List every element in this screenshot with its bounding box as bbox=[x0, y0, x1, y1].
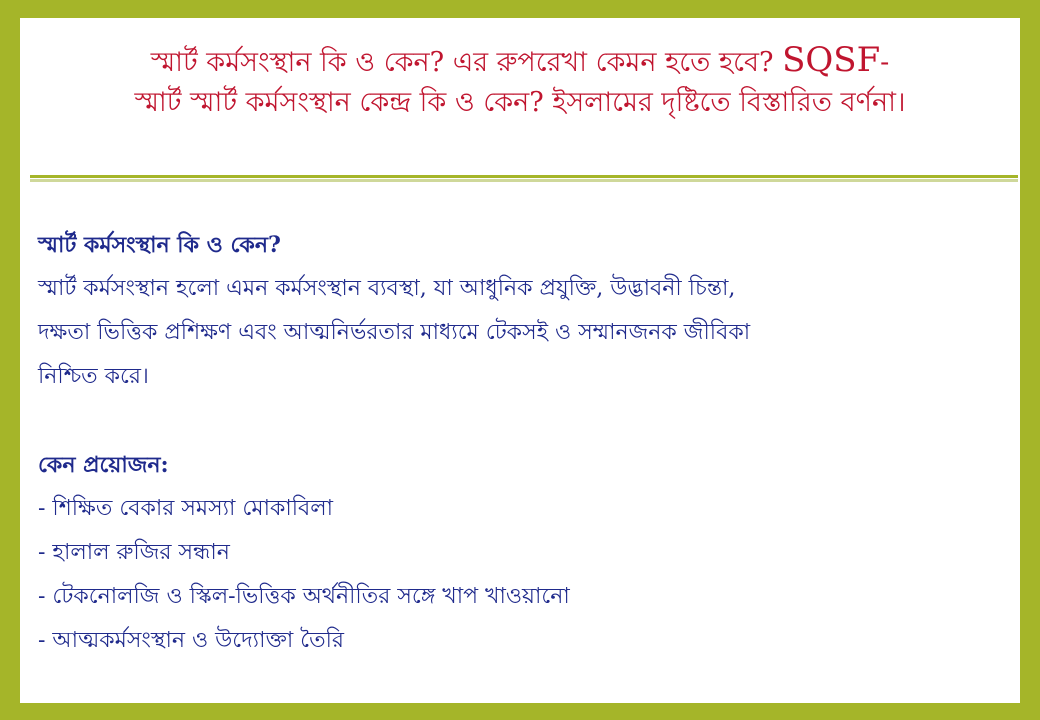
section-heading-what-why: স্মার্ট কর্মসংস্থান কি ও কেন? bbox=[38, 232, 281, 258]
title-line-1: স্মার্ট কর্মসংস্থান কি ও কেন? এর রুপরেখা কেমন হতে হবে? bbox=[150, 47, 774, 78]
list-item: - শিক্ষিত বেকার সমস্যা মোকাবিলা bbox=[38, 496, 334, 521]
list-item: - আত্মকর্মসংস্থান ও উদ্যোক্তা তৈরি bbox=[38, 628, 344, 653]
slide-title bbox=[20, 40, 1020, 123]
title-brand: SQSF bbox=[782, 40, 881, 80]
divider-line bbox=[30, 175, 1018, 178]
title-line-2: স্মার্ট স্মার্ট কর্মসংস্থান কেন্দ্র কি ও কেন? ইসলামের দৃষ্টিতে বিস্তারিত বর্ণনা। bbox=[134, 87, 906, 118]
slide-body bbox=[38, 223, 1008, 663]
divider-shadow bbox=[30, 179, 1018, 182]
spacer bbox=[38, 399, 1008, 443]
list-item: - হালাল রুজির সন্ধান bbox=[38, 540, 230, 565]
list-item: - টেকনোলজি ও স্কিল-ভিত্তিক অর্থনীতির সঙ্গে খাপ খাওয়ানো bbox=[38, 584, 570, 609]
paragraph-line: দক্ষতা ভিত্তিক প্রশিক্ষণ এবং আত্মনির্ভরতার মাধ্যমে টেকসই ও সম্মানজনক জীবিকা bbox=[38, 320, 751, 345]
paragraph-line: নিশ্চিত করে। bbox=[38, 364, 149, 389]
title-line-1-end: - bbox=[880, 47, 890, 78]
section-heading-need: কেন প্রয়োজন: bbox=[38, 452, 169, 478]
slide bbox=[20, 18, 1020, 703]
paragraph-line: স্মার্ট কর্মসংস্থান হলো এমন কর্মসংস্থান ব্যবস্থা, যা আধুনিক প্রযুক্তি, উদ্ভাবনী চিন্তা, bbox=[38, 276, 736, 301]
